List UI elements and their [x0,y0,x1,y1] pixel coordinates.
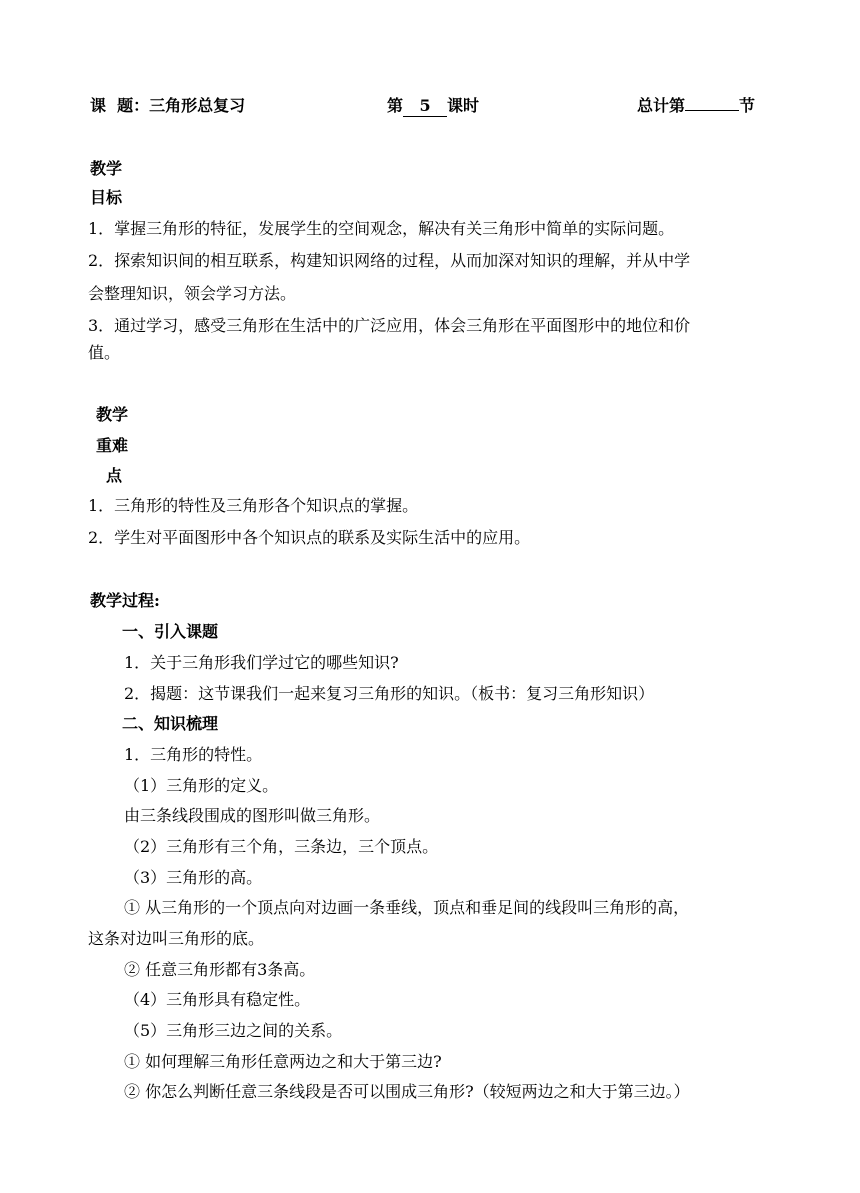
section-1-title: 一、引入课题 [122,622,219,641]
lesson-number-line [387,95,479,117]
section-2-line-4: （2）三角形有三个角，三条边，三个顶点。 [124,837,439,856]
section-2-line-6-cont: 这条对边叫三角形的底。 [88,929,265,948]
keypoints-label-3: 点 [106,466,123,485]
topic-label: 课 题： [90,96,150,115]
section-2-line-3: 由三条线段围成的图形叫做三角形。 [124,806,381,825]
total-number-blank [685,110,739,111]
section-1-item-2: 2．揭题：这节课我们一起来复习三角形的知识。（板书：复习三角形知识） [124,684,655,703]
lesson-prefix: 第 [387,96,404,115]
keypoint-item-1: 1．三角形的特性及三角形各个知识点的掌握。 [88,496,419,515]
goal-item-2: 2．探索知识间的相互联系，构建知识网络的过程，从而加深对知识的理解，并从中学 [88,251,691,270]
process-title: 教学过程: [90,591,160,610]
topic-line [90,95,245,117]
section-2-line-6: ① 从三角形的一个顶点向对边画一条垂线，顶点和垂足间的线段叫三角形的高， [124,898,690,917]
goal-item-1: 1．掌握三角形的特征，发展学生的空间观念，解决有关三角形中简单的实际问题。 [88,219,675,238]
goals-label-2: 目标 [90,188,123,207]
total-count-line [637,95,755,117]
total-prefix: 总计第 [637,96,686,115]
goals-label-1: 教学 [90,159,123,178]
lesson-number: 5 [403,96,447,117]
section-2-line-8: （4）三角形具有稳定性。 [124,990,311,1009]
goal-item-3: 3．通过学习，感受三角形在生活中的广泛应用，体会三角形在平面图形中的地位和价 [88,316,691,335]
keypoint-item-2: 2．学生对平面图形中各个知识点的联系及实际生活中的应用。 [88,528,531,547]
lesson-suffix: 课时 [447,96,480,115]
section-2-line-2: （1）三角形的定义。 [124,776,279,795]
section-1-item-1: 1．关于三角形我们学过它的哪些知识? [124,653,399,672]
topic-title: 三角形总复习 [149,96,246,115]
section-2-title: 二、知识梳理 [122,714,219,733]
total-suffix: 节 [739,96,756,115]
section-2-line-5: （3）三角形的高。 [124,868,263,887]
section-2-line-7: ② 任意三角形都有3条高。 [124,960,316,979]
keypoints-label-2: 重难 [96,436,129,455]
section-2-line-10: ① 如何理解三角形任意两边之和大于第三边? [124,1052,442,1071]
section-2-line-9: （5）三角形三边之间的关系。 [124,1021,343,1040]
keypoints-label-1: 教学 [96,405,129,424]
section-2-line-1: 1．三角形的特性。 [124,745,263,764]
goal-item-2-cont: 会整理知识，领会学习方法。 [88,284,297,303]
goal-item-3-cont: 值。 [88,343,121,362]
section-2-line-11: ② 你怎么判断任意三条线段是否可以围成三角形?（较短两边之和大于第三边。） [124,1082,690,1101]
